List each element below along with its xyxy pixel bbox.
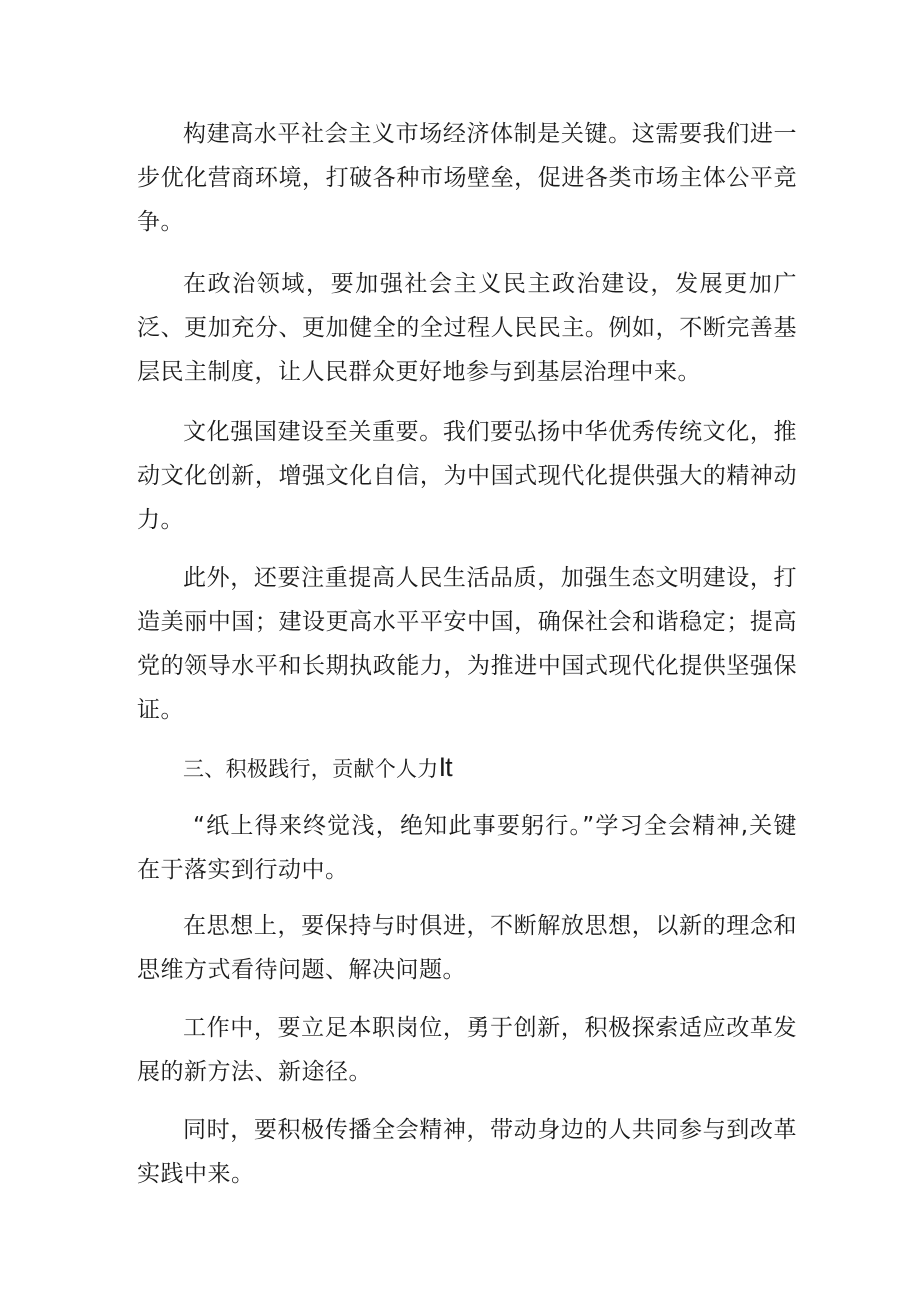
section-heading-tail: It bbox=[438, 752, 452, 782]
section-heading bbox=[183, 745, 452, 791]
paragraph-political-democracy: 在政治领域，要加强社会主义民主政治建设，发展更加广泛、更加充分、更加健全的全过程人民民主。例如，不断完善基层民主制度，让人民群众更好地参与到基层治理中来。 bbox=[137, 271, 797, 385]
paragraph-spread: 同时，要积极传播全会精神，带动身边的人共同参与到改革实践中来。 bbox=[137, 1117, 797, 1187]
paragraph-quote-practice: “纸上得来终觉浅，绝知此事要躬行。”学习全会精神,关键在于落实到行动中。 bbox=[137, 813, 797, 883]
paragraph-market-economy: 构建高水平社会主义市场经济体制是关键。这需要我们进一步优化营商环境，打破各种市场壁垒，促进各类市场主体公平竞争。 bbox=[137, 121, 797, 235]
paragraph-cultural-power: 文化强国建设至关重要。我们要弘扬中华优秀传统文化，推动文化创新，增强文化自信，为中国式现代化提供强大的精神动力。 bbox=[137, 419, 797, 533]
paragraph-livelihood-ecology: 此外，还要注重提高人民生活品质，加强生态文明建设，打造美丽中国；建设更高水平平安中国，确保社会和谐稳定；提高党的领导水平和长期执政能力，为推进中国式现代化提供坚强保证。 bbox=[137, 565, 797, 723]
paragraph-work: 工作中，要立足本职岗位，勇于创新，积极探索适应改革发展的新方法、新途径。 bbox=[137, 1015, 797, 1085]
section-heading-text: 三、积极践行，贡献个人力 bbox=[183, 757, 439, 781]
paragraph-thought: 在思想上，要保持与时俱进，不断解放思想，以新的理念和思维方式看待问题、解决问题。 bbox=[137, 913, 797, 983]
